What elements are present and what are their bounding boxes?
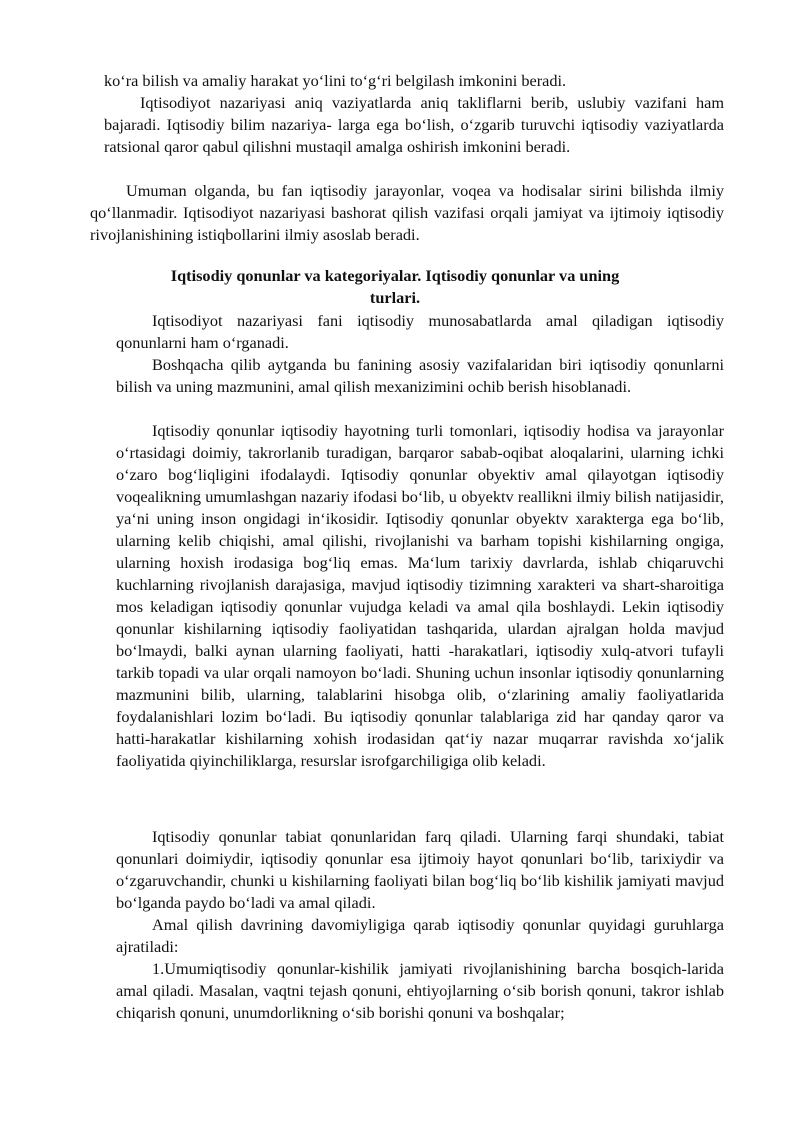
paragraph-text: 1.Umumiqtisodiy qonunlar-kishilik jamiyati rivojlanishining barcha bosqich-larida amal qiladi. Masalan, vaqtni tejash qonuni, ehtiyojlarning oʻsib borish qonuni, takror ishlab chiqarish qonuni, unumdorlikning oʻsib borishi qonuni va boshqalar; bbox=[116, 959, 724, 1022]
body-paragraph-1 bbox=[116, 310, 724, 354]
heading-line-1: Iqtisodiy qonunlar va kategoriyalar. Iqtisodiy qonunlar va uning bbox=[170, 266, 620, 285]
summary-paragraph bbox=[90, 180, 724, 246]
body-paragraph-6 bbox=[116, 958, 724, 1024]
method-text: Iqtisodiyot nazariyasi aniq vaziyatlarda aniq takliflarni berib, uslubiy vazifani ham bajaradi. Iqtisodiy bilim nazariya- larga ega boʻlish, oʻzgarib turuvchi iqtisodiy vaziyatlarda ratsional qaror qabul qilishni mustaqil amalga oshirish imkonini beradi. bbox=[104, 93, 724, 156]
heading-line-2: turlari. bbox=[369, 288, 421, 307]
paragraph-text: Iqtisodiy qonunlar iqtisodiy hayotning turli tomonlari, iqtisodiy hodisa va jarayonlar oʻrtasidagi doimiy, takrorlanib turadigan, barqaror sabab-oqibat aloqalarini, ularning ichki oʻzaro bogʻliqligini ifodalaydi. Iqtisodiy qonunlar obyektiv amal qilayotgan iqtisodiy voqealikning umumlashgan nazariy ifodasi boʻlib, u obyektv reallikni ilmiy bilish natijasidir, yaʻni uning inson ongidagi inʻikosidir. Iqtisodiy qonunlar obyektv xarakterga ega boʻlib, ularning kelib chiqishi, amal qilishi, rivojlanishi va barham topishi kishilarning ongiga, ularning hoxish irodasiga bogʻliq emas. Maʻlum tarixiy davrlarda, ishlab chiqaruvchi kuchlarning rivojlanish darajasiga, mavjud iqtisodiy tizimning xarakteri va shart-sharoitiga mos keladigan iqtisodiy qonunlar vujudga keladi va amal qila boshlaydi. Lekin iqtisodiy qonunlar kishilarning iqtisodiy faoliyatidan tashqarida, ulardan ajralgan holda mavjud boʻlmaydi, balki aynan ularning faoliyati, hatti -harakatlari, iqtisodiy xulq-atvori tufayli tarkib topadi va ular orqali namoyon boʻladi. Shuning uchun insonlar iqtisodiy qonunlarning mazmunini bilib, ularning, talablarini hisobga olib, oʻzlarining amaliy faoliyatlarida foydalanishlari lozim boʻladi. Bu iqtisodiy qonunlar talablariga zid har qanday qaror va hatti-harakatlar kishilarning xohish irodasidan qatʻiy nazar muqarrar ravishda xoʻjalik faoliyatida qiyinchiliklarga, resurslar isrofgarchiligiga olib keladi. bbox=[116, 421, 724, 770]
paragraph-text: Iqtisodiy qonunlar tabiat qonunlaridan farq qiladi. Ularning farqi shundaki, tabiat qonunlari doimiydir, iqtisodiy qonunlar esa ijtimoiy hayot qonunlari boʻlib, tarixiydir va oʻzgaruvchandir, chunki u kishilarning faoliyati bilan bogʻliq boʻlib kishilik jamiyati mavjud boʻlganda paydo boʻladi va amal qiladi. bbox=[116, 827, 724, 912]
summary-text: Umuman olganda, bu fan iqtisodiy jarayonlar, voqea va hodisalar sirini bilishda ilmiy qoʻllanmadir. Iqtisodiyot nazariyasi bashorat qilish vazifasi orqali jamiyat va ijtimoiy iqtisodiy rivojlanishining istiqbollarini ilmiy asoslab beradi. bbox=[90, 181, 724, 244]
intro-line: koʻra bilish va amaliy harakat yoʻlini toʻgʻri belgilash imkonini beradi. bbox=[104, 71, 567, 90]
paragraph-text: Boshqacha qilib aytganda bu fanining asosiy vazifalaridan biri iqtisodiy qonunlarni bilish va uning mazmunini, amal qilish mexanizimini ochib berish hisoblanadi. bbox=[116, 355, 724, 396]
paragraph-text: Amal qilish davrining davomiyligiga qarab iqtisodiy qonunlar quyidagi guruhlarga ajratiladi: bbox=[116, 915, 724, 956]
body-paragraph-4 bbox=[116, 826, 724, 914]
intro-fragment bbox=[104, 70, 724, 92]
body-paragraph-5 bbox=[116, 914, 724, 958]
section-heading bbox=[100, 265, 690, 309]
body-paragraph-3 bbox=[116, 420, 724, 772]
paragraph-text: Iqtisodiyot nazariyasi fani iqtisodiy munosabatlarda amal qiladigan iqtisodiy qonunlarni ham oʻrganadi. bbox=[116, 311, 724, 352]
body-paragraph-2 bbox=[116, 354, 724, 398]
method-paragraph bbox=[104, 92, 724, 158]
